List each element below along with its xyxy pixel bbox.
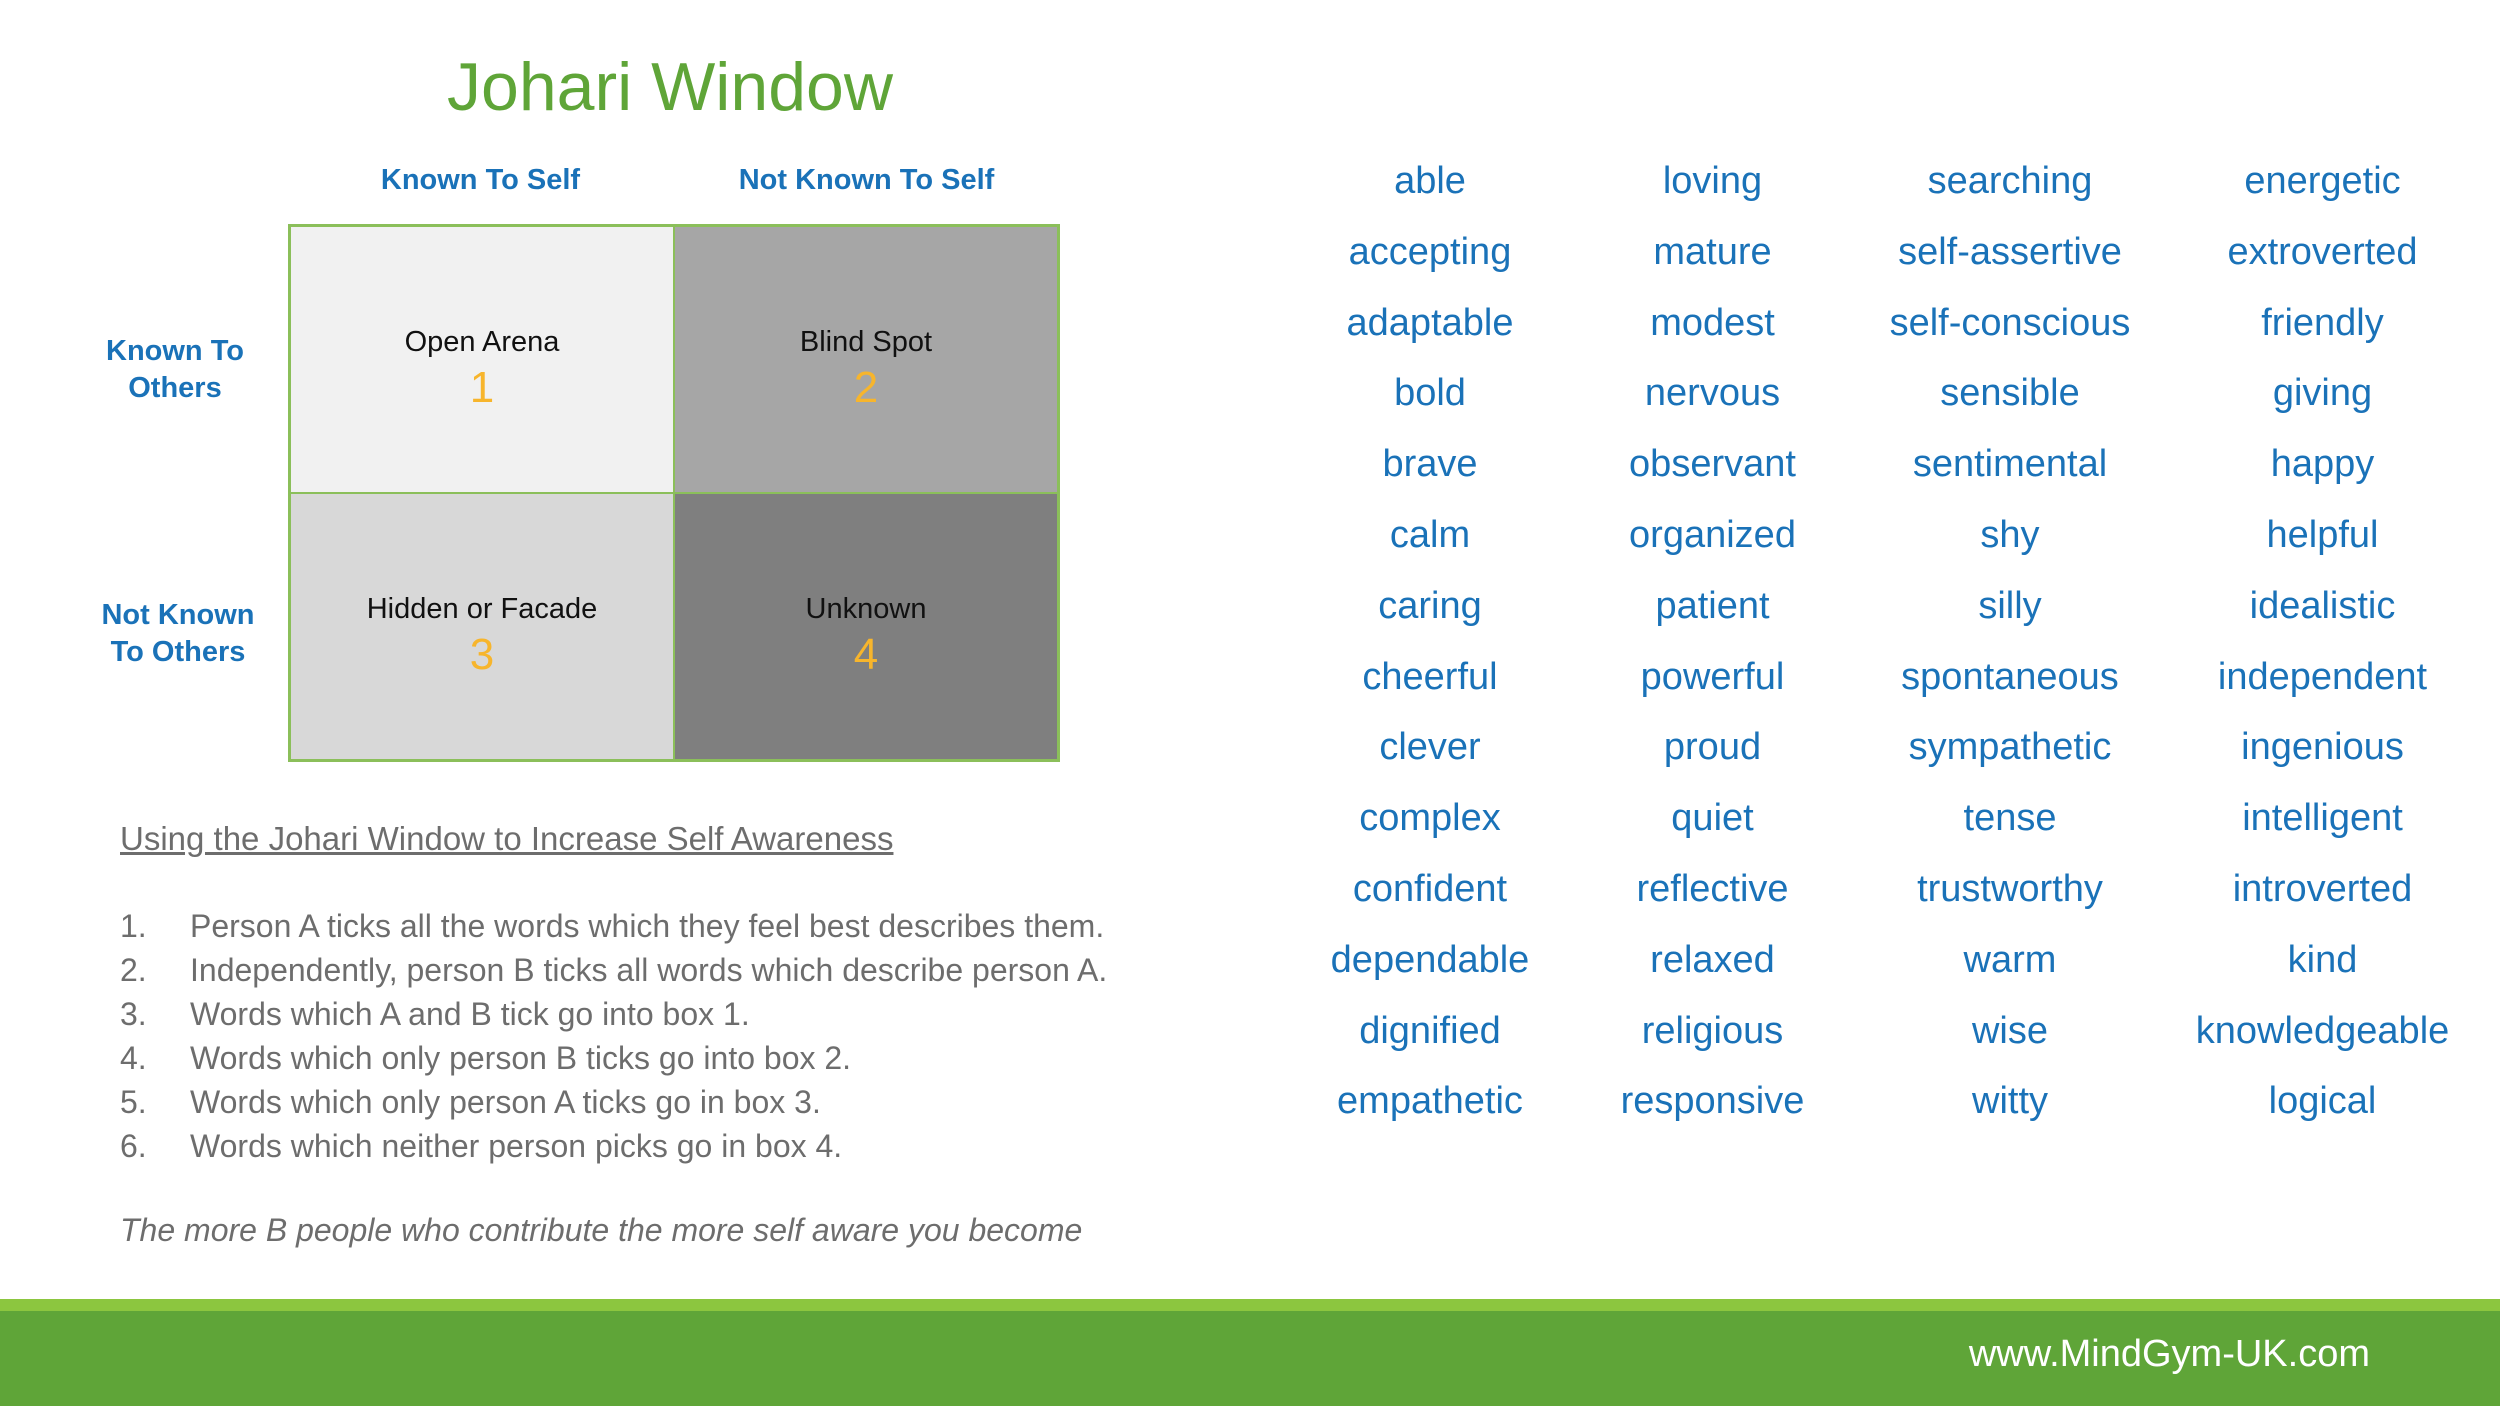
word-item: powerful	[1640, 655, 1785, 698]
quadrant-number: 4	[853, 630, 879, 679]
word-item: clever	[1379, 726, 1481, 769]
footer-accent-line	[0, 1299, 2500, 1311]
word-item: logical	[2268, 1080, 2377, 1123]
step-text: Person A ticks all the words which they feel best describes them.	[190, 908, 1105, 944]
row-header-line: To Others	[110, 636, 246, 668]
word-item: patient	[1655, 584, 1770, 627]
quadrant-number: 1	[469, 363, 495, 412]
quadrant-number: 3	[469, 630, 495, 679]
word-item: self-assertive	[1898, 230, 2122, 273]
step-text: Words which only person A ticks go in box 3.	[190, 1084, 821, 1120]
word-item: nervous	[1644, 372, 1781, 415]
word-list	[1280, 152, 2470, 1143]
column-header-not-known-to-self: Not Known To Self	[738, 164, 995, 196]
word-item: happy	[2270, 443, 2375, 486]
instruction-step	[120, 1080, 1107, 1124]
word-item: tense	[1963, 797, 2057, 840]
word-item: caring	[1378, 584, 1482, 627]
instructions-heading: Using the Johari Window to Increase Self Awareness	[120, 820, 894, 857]
word-item: sentimental	[1912, 443, 2108, 486]
step-number: 6.	[120, 1128, 147, 1164]
instruction-step	[120, 1124, 1107, 1168]
quadrant-label: Open Arena	[404, 326, 560, 358]
quadrant-unknown	[674, 493, 1058, 760]
word-item: knowledgeable	[2195, 1009, 2450, 1052]
word-item: dependable	[1330, 938, 1530, 981]
instruction-steps	[120, 904, 1107, 1168]
johari-grid	[288, 224, 1060, 762]
row-header-line: Others	[128, 372, 222, 404]
footer-bar	[0, 1311, 2500, 1406]
step-text: Independently, person B ticks all words which describe person A.	[190, 952, 1108, 988]
word-item: proud	[1663, 726, 1762, 769]
word-item: mature	[1653, 230, 1772, 273]
instructions-note: The more B people who contribute the more self aware you become	[120, 1212, 1083, 1248]
word-item: witty	[1972, 1080, 2048, 1123]
word-item: wise	[1971, 1009, 2049, 1052]
word-item: responsive	[1620, 1080, 1805, 1123]
instruction-step	[120, 992, 1107, 1036]
word-item: modest	[1650, 301, 1775, 344]
step-number: 2.	[120, 952, 147, 988]
word-item: observant	[1629, 443, 1796, 486]
row-header-line: Known To	[106, 335, 244, 367]
word-item: independent	[2217, 655, 2428, 698]
word-item: extroverted	[2227, 230, 2418, 273]
word-item: sensible	[1940, 372, 2080, 415]
word-item: intelligent	[2242, 797, 2403, 840]
instruction-step	[120, 948, 1107, 992]
quadrant-blind-spot	[674, 226, 1058, 493]
word-item: idealistic	[2249, 584, 2396, 627]
footer-website-link[interactable]: www.MindGym-UK.com	[1968, 1333, 2370, 1375]
quadrant-label: Hidden or Facade	[366, 593, 598, 625]
row-header-line: Not Known	[101, 599, 255, 631]
word-item: trustworthy	[1917, 867, 2103, 910]
quadrant-open-arena	[290, 226, 674, 493]
word-item: dignified	[1359, 1009, 1501, 1052]
word-item: warm	[1963, 938, 2057, 981]
quadrant-label: Unknown	[805, 593, 927, 625]
word-item: organized	[1629, 513, 1796, 556]
word-item: shy	[1980, 513, 2040, 556]
page-title: Johari Window	[447, 49, 893, 125]
word-column	[2175, 152, 2470, 1143]
word-item: brave	[1382, 443, 1478, 486]
instruction-step	[120, 904, 1107, 948]
word-item: silly	[1978, 584, 2042, 627]
step-number: 4.	[120, 1040, 147, 1076]
word-column	[1580, 152, 1845, 1143]
word-item: quiet	[1671, 797, 1754, 840]
step-number: 1.	[120, 908, 147, 944]
word-item: ingenious	[2241, 726, 2404, 769]
word-item: searching	[1927, 160, 2093, 202]
row-header-not-known-to-others	[63, 597, 293, 671]
word-item: relaxed	[1650, 938, 1775, 981]
word-item: self-conscious	[1889, 301, 2131, 344]
word-item: kind	[2287, 938, 2358, 981]
word-item: accepting	[1348, 230, 1512, 273]
word-item: bold	[1394, 372, 1466, 415]
word-column	[1845, 152, 2175, 1143]
step-number: 5.	[120, 1084, 147, 1120]
word-item: complex	[1359, 797, 1501, 840]
word-item: energetic	[2244, 160, 2401, 202]
word-item: adaptable	[1346, 301, 1514, 344]
step-number: 3.	[120, 996, 147, 1032]
word-item: spontaneous	[1901, 655, 2119, 698]
quadrant-number: 2	[853, 363, 879, 412]
row-header-known-to-others	[60, 333, 290, 407]
word-item: empathetic	[1337, 1080, 1523, 1123]
instruction-step	[120, 1036, 1107, 1080]
word-item: calm	[1389, 513, 1471, 556]
step-text: Words which A and B tick go into box 1.	[190, 996, 750, 1032]
word-item: able	[1394, 160, 1466, 202]
word-item: cheerful	[1362, 655, 1498, 698]
step-text: Words which neither person picks go in box 4.	[190, 1128, 843, 1164]
column-header-known-to-self: Known To Self	[380, 164, 581, 196]
word-item: sympathetic	[1908, 726, 2112, 769]
word-item: introverted	[2232, 867, 2413, 910]
quadrant-hidden-or-facade	[290, 493, 674, 760]
step-text: Words which only person B ticks go into box 2.	[190, 1040, 852, 1076]
word-item: giving	[2272, 372, 2373, 415]
word-item: confident	[1352, 867, 1508, 910]
word-item: loving	[1662, 160, 1763, 202]
quadrant-label: Blind Spot	[799, 326, 933, 358]
word-column	[1280, 152, 1580, 1143]
word-item: religious	[1641, 1009, 1784, 1052]
word-item: friendly	[2261, 301, 2384, 344]
word-item: helpful	[2266, 513, 2379, 556]
word-item: reflective	[1636, 867, 1789, 910]
